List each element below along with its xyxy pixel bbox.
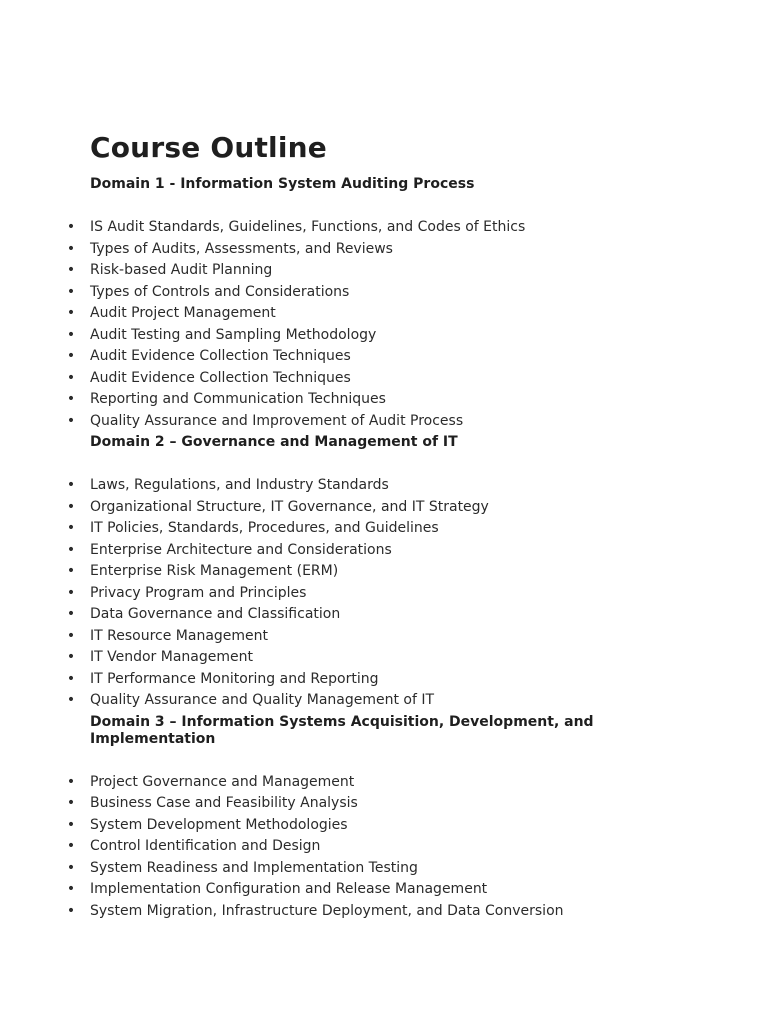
bullet-icon: • bbox=[66, 326, 76, 343]
list-item-label: Quality Assurance and Quality Management of IT bbox=[90, 692, 435, 708]
list-item bbox=[66, 518, 710, 540]
list-item-label: System Development Methodologies bbox=[90, 816, 348, 833]
bullet-icon: • bbox=[66, 859, 76, 876]
list-item bbox=[66, 772, 710, 794]
list-item-label: Audit Evidence Collection Techniques bbox=[90, 348, 351, 364]
list-item-label: IS Audit Standards, Guidelines, Functions, and Codes of Ethics bbox=[90, 219, 526, 235]
list-item-label: System Migration, Infrastructure Deployment, and Data Conversion bbox=[90, 902, 564, 919]
list-item bbox=[66, 411, 710, 433]
bullet-icon: • bbox=[66, 881, 76, 897]
bullet-icon: • bbox=[66, 305, 76, 321]
list-item bbox=[66, 793, 710, 815]
list-item-label: Types of Audits, Assessments, and Reviews bbox=[90, 240, 393, 257]
bullet-icon: • bbox=[66, 541, 76, 558]
bullet-icon: • bbox=[66, 563, 76, 579]
bullet-icon: • bbox=[66, 627, 76, 644]
list-item-label: Laws, Regulations, and Industry Standards bbox=[90, 477, 389, 493]
bullet-icon: • bbox=[66, 649, 76, 665]
bullet-icon: • bbox=[66, 795, 76, 811]
list-item-label: Enterprise Architecture and Considerations bbox=[90, 541, 392, 558]
list-item bbox=[66, 626, 710, 648]
bullet-icon: • bbox=[66, 369, 76, 386]
list-item bbox=[66, 497, 710, 519]
bullet-icon: • bbox=[66, 838, 76, 854]
domain-heading-2: Domain 2 – Governance and Management of IT bbox=[90, 434, 458, 450]
list-item bbox=[66, 815, 710, 837]
list-item bbox=[66, 879, 710, 901]
bullet-icon: • bbox=[66, 584, 76, 601]
list-item bbox=[66, 604, 710, 626]
list-item bbox=[66, 346, 710, 368]
list-item bbox=[66, 669, 710, 691]
list-item-label: Business Case and Feasibility Analysis bbox=[90, 795, 358, 811]
bullet-icon: • bbox=[66, 262, 76, 278]
list-item-label: Privacy Program and Principles bbox=[90, 584, 307, 601]
domain-topic-list-2 bbox=[66, 475, 710, 712]
list-item-label: IT Policies, Standards, Procedures, and Guidelines bbox=[90, 520, 439, 536]
bullet-icon: • bbox=[66, 498, 76, 515]
domain-section-1 bbox=[66, 176, 710, 432]
domain-section-3 bbox=[66, 713, 710, 923]
list-item bbox=[66, 217, 710, 239]
list-item bbox=[66, 583, 710, 605]
list-item-label: System Readiness and Implementation Testing bbox=[90, 859, 418, 876]
list-item bbox=[66, 561, 710, 583]
bullet-icon: • bbox=[66, 348, 76, 364]
bullet-icon: • bbox=[66, 219, 76, 235]
list-item-label: Control Identification and Design bbox=[90, 838, 321, 854]
bullet-icon: • bbox=[66, 240, 76, 257]
bullet-icon: • bbox=[66, 412, 76, 429]
bullet-icon: • bbox=[66, 816, 76, 833]
domains-container bbox=[66, 176, 710, 922]
domain-heading-1: Domain 1 - Information System Auditing Process bbox=[90, 176, 475, 192]
domain-section-2 bbox=[66, 434, 710, 712]
list-item-label: Quality Assurance and Improvement of Audit Process bbox=[90, 412, 464, 429]
list-item-label: IT Performance Monitoring and Reporting bbox=[90, 670, 379, 687]
bullet-icon: • bbox=[66, 391, 76, 407]
bullet-icon: • bbox=[66, 477, 76, 493]
list-item-label: Project Governance and Management bbox=[90, 773, 355, 790]
list-item-label: Risk-based Audit Planning bbox=[90, 262, 273, 278]
list-item-label: Implementation Configuration and Release Management bbox=[90, 881, 488, 897]
bullet-icon: • bbox=[66, 283, 76, 300]
list-item bbox=[66, 690, 710, 712]
list-item bbox=[66, 260, 710, 282]
list-item bbox=[66, 282, 710, 304]
domain-topic-list-3 bbox=[66, 772, 710, 923]
bullet-icon: • bbox=[66, 520, 76, 536]
list-item-label: Types of Controls and Considerations bbox=[90, 283, 350, 300]
bullet-icon: • bbox=[66, 773, 76, 790]
list-item bbox=[66, 368, 710, 390]
list-item bbox=[66, 389, 710, 411]
list-item-label: Organizational Structure, IT Governance, and IT Strategy bbox=[90, 498, 489, 515]
list-item bbox=[66, 901, 710, 923]
bullet-icon: • bbox=[66, 606, 76, 622]
domain-heading-3: Domain 3 – Information Systems Acquisition, Development, and Implementation bbox=[90, 713, 594, 747]
list-item bbox=[66, 239, 710, 261]
list-item bbox=[66, 858, 710, 880]
list-item-label: Data Governance and Classification bbox=[90, 606, 341, 622]
bullet-icon: • bbox=[66, 902, 76, 919]
list-item bbox=[66, 303, 710, 325]
page-title: Course Outline bbox=[90, 131, 327, 164]
list-item-label: Audit Evidence Collection Techniques bbox=[90, 369, 351, 386]
bullet-icon: • bbox=[66, 670, 76, 687]
list-item bbox=[66, 836, 710, 858]
list-item-label: Reporting and Communication Techniques bbox=[90, 391, 386, 407]
list-item bbox=[66, 475, 710, 497]
domain-topic-list-1 bbox=[66, 217, 710, 432]
list-item bbox=[66, 540, 710, 562]
bullet-icon: • bbox=[66, 692, 76, 708]
list-item-label: IT Resource Management bbox=[90, 627, 269, 644]
list-item-label: IT Vendor Management bbox=[90, 649, 253, 665]
list-item-label: Enterprise Risk Management (ERM) bbox=[90, 563, 339, 579]
list-item-label: Audit Project Management bbox=[90, 305, 276, 321]
list-item bbox=[66, 647, 710, 669]
list-item-label: Audit Testing and Sampling Methodology bbox=[90, 326, 377, 343]
list-item bbox=[66, 325, 710, 347]
course-outline-content bbox=[66, 126, 710, 922]
